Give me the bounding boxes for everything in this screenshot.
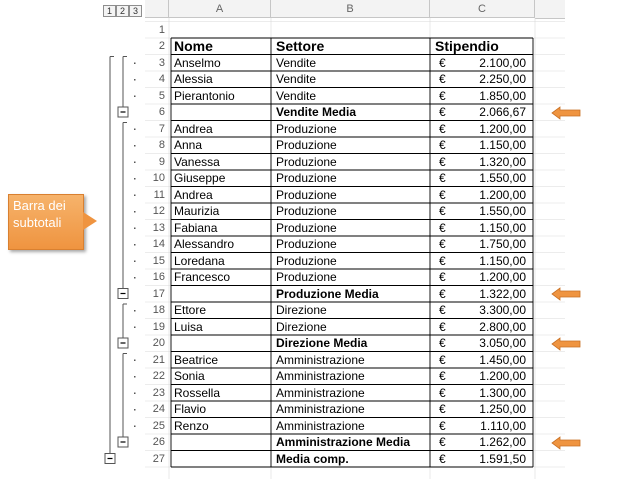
currency-symbol: € bbox=[439, 303, 446, 317]
collapse-all-button[interactable] bbox=[105, 454, 115, 464]
cell-stipendio[interactable]: 3.050,00 bbox=[479, 336, 526, 350]
row-number[interactable]: 12 bbox=[152, 205, 165, 217]
cell-stipendio[interactable]: 1.200,00 bbox=[479, 121, 526, 136]
cell-stipendio[interactable]: 1.110,00 bbox=[480, 418, 526, 433]
row-number[interactable]: 13 bbox=[152, 221, 165, 234]
currency-symbol: € bbox=[439, 435, 446, 449]
currency-symbol: € bbox=[439, 72, 446, 86]
row-number[interactable]: 15 bbox=[152, 254, 165, 267]
cell-settore[interactable]: Amministrazione Media bbox=[276, 435, 411, 449]
cell-settore[interactable]: Produzione bbox=[276, 253, 337, 268]
row-number[interactable]: 27 bbox=[152, 452, 165, 465]
currency-symbol: € bbox=[439, 319, 446, 334]
cell-settore[interactable]: Produzione bbox=[276, 171, 337, 185]
row-number[interactable]: 5 bbox=[158, 89, 165, 102]
currency-symbol: € bbox=[439, 253, 446, 268]
currency-symbol: € bbox=[439, 220, 446, 235]
currency-symbol: € bbox=[439, 237, 446, 251]
row-number[interactable]: 14 bbox=[152, 238, 165, 250]
cell-nome[interactable] bbox=[171, 434, 271, 451]
cell-stipendio[interactable]: 1.850,00 bbox=[479, 88, 526, 103]
cell-settore[interactable]: Produzione bbox=[276, 154, 337, 169]
cell-settore[interactable]: Produzione bbox=[276, 204, 337, 218]
subtotal-arrow-icon bbox=[551, 287, 581, 301]
row-number[interactable]: 10 bbox=[152, 172, 165, 184]
cell-nome[interactable]: Pierantonio bbox=[174, 88, 235, 103]
cell-stipendio[interactable]: 1.320,00 bbox=[479, 154, 526, 169]
cell-stipendio[interactable]: 1.550,00 bbox=[479, 171, 526, 185]
cell-stipendio[interactable]: 1.150,00 bbox=[479, 138, 526, 152]
currency-symbol: € bbox=[439, 286, 446, 301]
header-stipendio[interactable]: Stipendio bbox=[435, 38, 499, 54]
currency-symbol: € bbox=[439, 138, 446, 152]
cell-nome[interactable] bbox=[171, 451, 271, 468]
cell-settore[interactable]: Amministrazione bbox=[276, 369, 365, 383]
cell-stipendio[interactable]: 1.262,00 bbox=[479, 435, 526, 449]
currency-symbol: € bbox=[439, 385, 446, 400]
cell-nome[interactable]: Luisa bbox=[174, 319, 203, 334]
callout-text: Barra dei subtotali bbox=[13, 198, 66, 230]
currency-symbol: € bbox=[439, 336, 446, 350]
currency-symbol: € bbox=[439, 352, 446, 367]
collapse-group-button[interactable] bbox=[118, 289, 128, 299]
currency-symbol: € bbox=[439, 171, 446, 185]
row-number[interactable]: 19 bbox=[152, 320, 165, 333]
cell-stipendio[interactable]: 1.150,00 bbox=[479, 220, 526, 235]
row-number[interactable]: 6 bbox=[158, 106, 165, 118]
cell-stipendio[interactable]: 1.591,50 bbox=[479, 451, 526, 466]
cell-settore[interactable]: Amministrazione bbox=[276, 418, 365, 433]
currency-symbol: € bbox=[439, 88, 446, 103]
cell-nome[interactable]: Alessia bbox=[174, 72, 213, 86]
cell-stipendio[interactable]: 2.250,00 bbox=[479, 72, 526, 86]
cell-nome[interactable] bbox=[171, 286, 271, 303]
cell-nome[interactable]: Beatrice bbox=[174, 352, 219, 367]
subtotal-arrow-icon bbox=[551, 337, 581, 351]
cell-stipendio[interactable]: 2.100,00 bbox=[479, 55, 526, 70]
cell-nome[interactable]: Alessandro bbox=[174, 237, 235, 251]
row-number[interactable]: 18 bbox=[152, 304, 165, 316]
cell-settore[interactable]: Media comp. bbox=[276, 451, 349, 466]
row-number[interactable]: 3 bbox=[158, 56, 165, 69]
currency-symbol: € bbox=[439, 121, 446, 136]
cell-nome[interactable]: Maurizia bbox=[174, 204, 220, 218]
subtotal-bar-callout bbox=[8, 194, 84, 250]
cell-settore[interactable]: Produzione bbox=[276, 220, 337, 235]
currency-symbol: € bbox=[439, 154, 446, 169]
cell-nome[interactable]: Ettore bbox=[174, 303, 207, 317]
cell-stipendio[interactable]: 1.200,00 bbox=[479, 270, 526, 284]
cell-stipendio[interactable]: 1.200,00 bbox=[479, 369, 526, 383]
cell-settore[interactable]: Produzione Media bbox=[276, 286, 379, 301]
currency-symbol: € bbox=[439, 270, 446, 284]
cell-nome[interactable]: Francesco bbox=[174, 270, 231, 284]
cell-stipendio[interactable]: 1.200,00 bbox=[479, 187, 526, 202]
cell-nome[interactable]: Anselmo bbox=[174, 55, 221, 70]
cell-nome[interactable]: Vanessa bbox=[174, 154, 220, 169]
column-header-c[interactable]: C bbox=[430, 0, 535, 18]
cell-nome[interactable]: Renzo bbox=[174, 418, 209, 433]
cell-nome[interactable]: Anna bbox=[174, 138, 203, 152]
collapse-group-button[interactable] bbox=[118, 107, 128, 117]
currency-symbol: € bbox=[439, 204, 446, 218]
collapse-group-button[interactable] bbox=[118, 437, 128, 447]
outline-level-1-button[interactable]: 1 bbox=[103, 5, 116, 17]
row-number[interactable]: 1 bbox=[158, 23, 165, 36]
column-header-d[interactable] bbox=[535, 0, 565, 19]
cell-stipendio[interactable]: 1.150,00 bbox=[479, 253, 526, 268]
cell-settore[interactable]: Produzione bbox=[276, 138, 337, 152]
subtotal-arrow-icon bbox=[551, 436, 581, 450]
cell-nome[interactable]: Loredana bbox=[174, 253, 225, 268]
row-number[interactable]: 20 bbox=[152, 337, 165, 349]
row-number[interactable]: 16 bbox=[152, 271, 165, 283]
cell-stipendio[interactable]: 1.322,00 bbox=[479, 286, 526, 301]
cell-settore[interactable]: Produzione bbox=[276, 121, 337, 136]
cell-stipendio[interactable]: 1.300,00 bbox=[479, 385, 526, 400]
cell-stipendio[interactable]: 1.450,00 bbox=[479, 352, 526, 367]
cell-settore[interactable]: Produzione bbox=[276, 187, 337, 202]
cell-stipendio[interactable]: 1.550,00 bbox=[479, 204, 526, 218]
cell-stipendio[interactable]: 1.750,00 bbox=[479, 237, 526, 251]
subtotal-arrow-icon bbox=[551, 106, 581, 120]
currency-symbol: € bbox=[439, 418, 446, 433]
column-header-b[interactable]: B bbox=[271, 0, 430, 18]
collapse-group-button[interactable] bbox=[118, 338, 128, 348]
currency-symbol: € bbox=[439, 105, 446, 119]
currency-symbol: € bbox=[439, 55, 446, 70]
header-nome[interactable]: Nome bbox=[174, 38, 213, 54]
cell-nome[interactable]: Andrea bbox=[174, 121, 213, 136]
row-number[interactable]: 26 bbox=[152, 436, 165, 448]
cell-settore[interactable]: Vendite bbox=[276, 72, 317, 86]
cell-settore[interactable]: Amministrazione bbox=[276, 402, 365, 416]
row-number[interactable]: 4 bbox=[158, 73, 165, 85]
cell-nome[interactable]: Fabiana bbox=[174, 220, 218, 235]
cell-nome[interactable]: Sonia bbox=[174, 369, 205, 383]
currency-symbol: € bbox=[439, 402, 446, 416]
cell-settore[interactable]: Vendite Media bbox=[276, 105, 357, 119]
cell-nome[interactable] bbox=[171, 104, 271, 121]
cell-settore[interactable]: Amministrazione bbox=[276, 352, 365, 367]
outline-level-2-button[interactable]: 2 bbox=[116, 5, 129, 17]
cell-nome[interactable]: Andrea bbox=[174, 187, 213, 202]
row-number[interactable]: 23 bbox=[152, 386, 165, 399]
currency-symbol: € bbox=[439, 369, 446, 383]
cell-settore[interactable]: Vendite bbox=[276, 88, 317, 103]
currency-symbol: € bbox=[439, 451, 446, 466]
row-number[interactable]: 7 bbox=[158, 122, 165, 135]
outline-level-3-button[interactable]: 3 bbox=[129, 5, 142, 17]
currency-symbol: € bbox=[439, 187, 446, 202]
cell-stipendio[interactable]: 2.800,00 bbox=[479, 319, 526, 334]
cell-stipendio[interactable]: 2.066,67 bbox=[479, 105, 526, 119]
cell-settore[interactable]: Produzione bbox=[276, 237, 337, 251]
row-number[interactable]: 8 bbox=[158, 139, 165, 151]
row-number[interactable]: 25 bbox=[152, 419, 165, 432]
row-number[interactable]: 11 bbox=[153, 188, 165, 201]
row-number[interactable]: 2 bbox=[158, 40, 165, 52]
header-settore[interactable]: Settore bbox=[276, 38, 325, 54]
row-number[interactable]: 22 bbox=[152, 370, 165, 382]
cell-stipendio[interactable]: 1.250,00 bbox=[479, 402, 526, 416]
cell-settore[interactable]: Vendite bbox=[276, 55, 317, 70]
cell-nome[interactable]: Rossella bbox=[174, 385, 221, 400]
cell-settore[interactable]: Direzione bbox=[276, 319, 327, 334]
row-number[interactable]: 24 bbox=[152, 403, 165, 415]
row-number[interactable]: 9 bbox=[158, 155, 165, 168]
cell-nome[interactable]: Flavio bbox=[174, 402, 207, 416]
column-header-a[interactable]: A bbox=[169, 0, 271, 18]
callout-pointer bbox=[83, 212, 97, 230]
cell-nome[interactable]: Giuseppe bbox=[174, 171, 226, 185]
row-number[interactable]: 17 bbox=[152, 287, 165, 300]
cell-stipendio[interactable]: 3.300,00 bbox=[479, 303, 526, 317]
cell-settore[interactable]: Direzione bbox=[276, 303, 327, 317]
cell-settore[interactable]: Direzione Media bbox=[276, 336, 368, 350]
cell-settore[interactable]: Produzione bbox=[276, 270, 337, 284]
row-number[interactable]: 21 bbox=[152, 353, 165, 366]
cell-settore[interactable]: Amministrazione bbox=[276, 385, 365, 400]
cell-nome[interactable] bbox=[171, 335, 271, 352]
